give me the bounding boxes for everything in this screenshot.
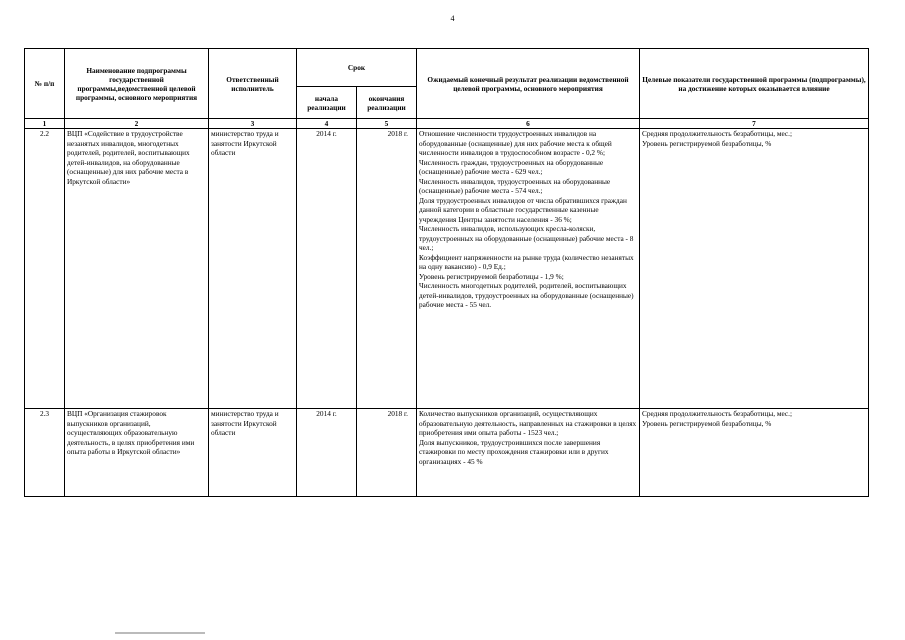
result-item: Количество выпускников организаций, осуществляющих образовательную деятельность, направленных на стажировки в целях приобретения ими опыта работы - 1523 чел.;: [419, 409, 637, 437]
column-number: 2: [65, 119, 209, 129]
result-item: Уровень регистрируемой безработицы - 1,9 %;: [419, 271, 564, 281]
column-numbers-row: [25, 119, 869, 129]
result-item: Доля выпускников, трудоустроившихся после завершения стажировки по месту прохождения стажировки или в других организациях - 45 %: [419, 437, 609, 466]
row-program-name: ВЦП «Организация стажировок выпускников организаций, осуществляющих образовательную деятельность, в целях приобретения ими опыта работы в Иркутской области»: [65, 409, 209, 497]
header-start: начала реализации: [297, 87, 357, 119]
header-name: Наименование подпрограммы государственной программы,ведомственной целевой программы, основного мероприятия: [65, 49, 209, 119]
header-end: окончания реализации: [357, 87, 417, 119]
row-results: [417, 409, 640, 497]
result-item: Численность многодетных родителей, родителей, воспитывающих детей-инвалидов, трудоустроенных на оборудованные (оснащенные) рабочие места - 55 чел.: [419, 281, 634, 309]
result-item: Коэффициент напряженности на рынке труда (количество незанятых на одну вакансию) - 0,9 Ед.;: [419, 252, 634, 271]
indicator-item: Уровень регистрируемой безработицы, %: [642, 418, 772, 428]
result-item: Доля трудоустроенных инвалидов от числа обратившихся граждан данной категории в областные государственные казенные учреждения Центры занятости населения - 36 %;: [419, 195, 627, 224]
result-item: Численность граждан, трудоустроенных на оборудованные (оснащенные) рабочие места - 629 чел.;: [419, 157, 604, 176]
row-start: 2014 г.: [297, 409, 357, 497]
header-srok: Срок: [297, 49, 417, 87]
row-program-name: ВЦП «Содействие в трудоустройстве незанятых инвалидов, многодетных родителей, родителей, воспитывающих детей-инвалидов, на оборудованные (оснащенные) для них рабочие места в Иркутской области»: [65, 129, 209, 409]
header-indicators: Целевые показатели государственной программы (подпрограммы), на достижение которых оказывается влияние: [640, 49, 869, 119]
result-item: Численность инвалидов, трудоустроенных на оборудованные (оснащенные) рабочие места - 574 чел.;: [419, 176, 611, 195]
row-end: 2018 г.: [357, 409, 417, 497]
scan-artifact-line: [115, 632, 205, 634]
program-table: [24, 48, 869, 497]
column-number: 3: [209, 119, 297, 129]
indicator-item: Уровень регистрируемой безработицы, %: [642, 138, 772, 148]
column-number: 4: [297, 119, 357, 129]
column-number: 1: [25, 119, 65, 129]
row-indicators: [640, 129, 869, 409]
column-number: 5: [357, 119, 417, 129]
column-number: 7: [640, 119, 869, 129]
table-row: [25, 129, 869, 409]
row-executor: министерство труда и занятости Иркутской области: [209, 129, 297, 409]
indicator-item: Средняя продолжительность безработицы, мес.;: [642, 409, 793, 418]
row-end: 2018 г.: [357, 129, 417, 409]
header-num: № п/п: [25, 49, 65, 119]
row-indicators: [640, 409, 869, 497]
row-number: 2.2: [25, 129, 65, 409]
result-item: Численность инвалидов, использующих кресла-коляски, трудоустроенных на оборудованные (оснащенные) рабочие места - 8 чел.;: [419, 224, 634, 252]
column-number: 6: [417, 119, 640, 129]
row-results: [417, 129, 640, 409]
page-number: 4: [450, 14, 455, 23]
result-item: Отношение численности трудоустроенных инвалидов на оборудованные (оснащенные) для них рабочие места к общей численности инвалидов в трудоспособном возрасте - 0,2 %;: [419, 129, 612, 157]
indicator-item: Средняя продолжительность безработицы, мес.;: [642, 129, 793, 138]
header-results: Ожидаемый конечный результат реализации ведомственной целевой программы, основного мероприятия: [417, 49, 640, 119]
row-number: 2.3: [25, 409, 65, 497]
row-start: 2014 г.: [297, 129, 357, 409]
table-row: [25, 409, 869, 497]
row-executor: министерство труда и занятости Иркутской области: [209, 409, 297, 497]
header-executor: Ответственный исполнитель: [209, 49, 297, 119]
